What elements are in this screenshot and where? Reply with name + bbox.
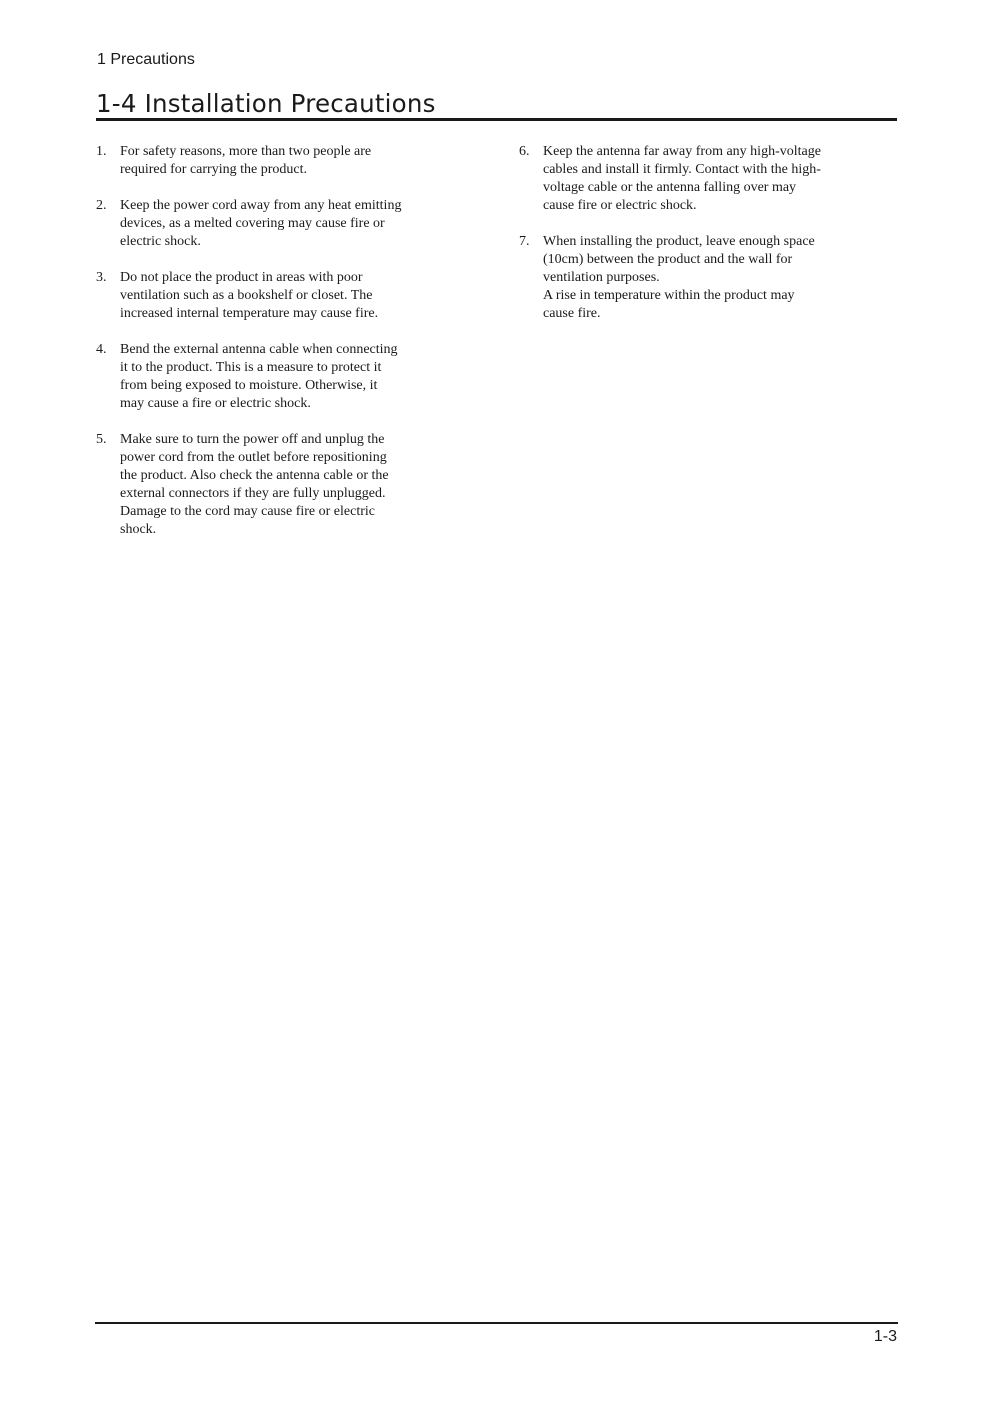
section-title: 1-4 Installation Precautions xyxy=(96,89,436,118)
precaution-item-6 xyxy=(519,143,864,215)
footer-rule xyxy=(95,1322,898,1324)
item-number: 3. xyxy=(96,270,107,285)
precaution-item-4 xyxy=(96,341,441,413)
item-number: 4. xyxy=(96,342,107,357)
item-text: Bend the external antenna cable when connecting it to the product. This is a measure to protect it from being exposed to moisture. Otherwise, it may cause a fire or electric shock. xyxy=(120,342,398,411)
item-text: Make sure to turn the power off and unplug the power cord from the outlet before repositioning the product. Also check the antenna cable or the external connectors if they are fully unplugged. Damage to the cord may cause fire or electric shock. xyxy=(120,432,389,537)
item-number: 5. xyxy=(96,432,107,447)
precaution-item-1 xyxy=(96,143,441,179)
item-number: 6. xyxy=(519,144,530,159)
item-text: Keep the antenna far away from any high-voltage cables and install it firmly. Contact with the high- voltage cable or the antenna falling over may cause fire or electric shock. xyxy=(543,144,821,213)
precautions-left-column xyxy=(96,143,441,557)
precautions-right-column xyxy=(519,143,864,341)
item-text: When installing the product, leave enough space (10cm) between the product and the wall for ventilation purposes. A rise in temperature within the product may cause fire. xyxy=(543,234,815,321)
item-number: 1. xyxy=(96,144,107,159)
item-text: Keep the power cord away from any heat emitting devices, as a melted covering may cause fire or electric shock. xyxy=(120,198,402,249)
page-number: 1-3 xyxy=(873,1328,897,1345)
precaution-item-2 xyxy=(96,197,441,251)
precaution-item-7 xyxy=(519,233,864,323)
precaution-item-5 xyxy=(96,431,441,539)
item-number: 2. xyxy=(96,198,107,213)
running-header: 1 Precautions xyxy=(97,51,195,68)
item-text: Do not place the product in areas with poor ventilation such as a bookshelf or closet. The increased internal temperature may cause fire. xyxy=(120,270,379,321)
item-number: 7. xyxy=(519,234,530,249)
item-text: For safety reasons, more than two people are required for carrying the product. xyxy=(120,144,372,177)
title-rule xyxy=(96,118,897,121)
precaution-item-3 xyxy=(96,269,441,323)
